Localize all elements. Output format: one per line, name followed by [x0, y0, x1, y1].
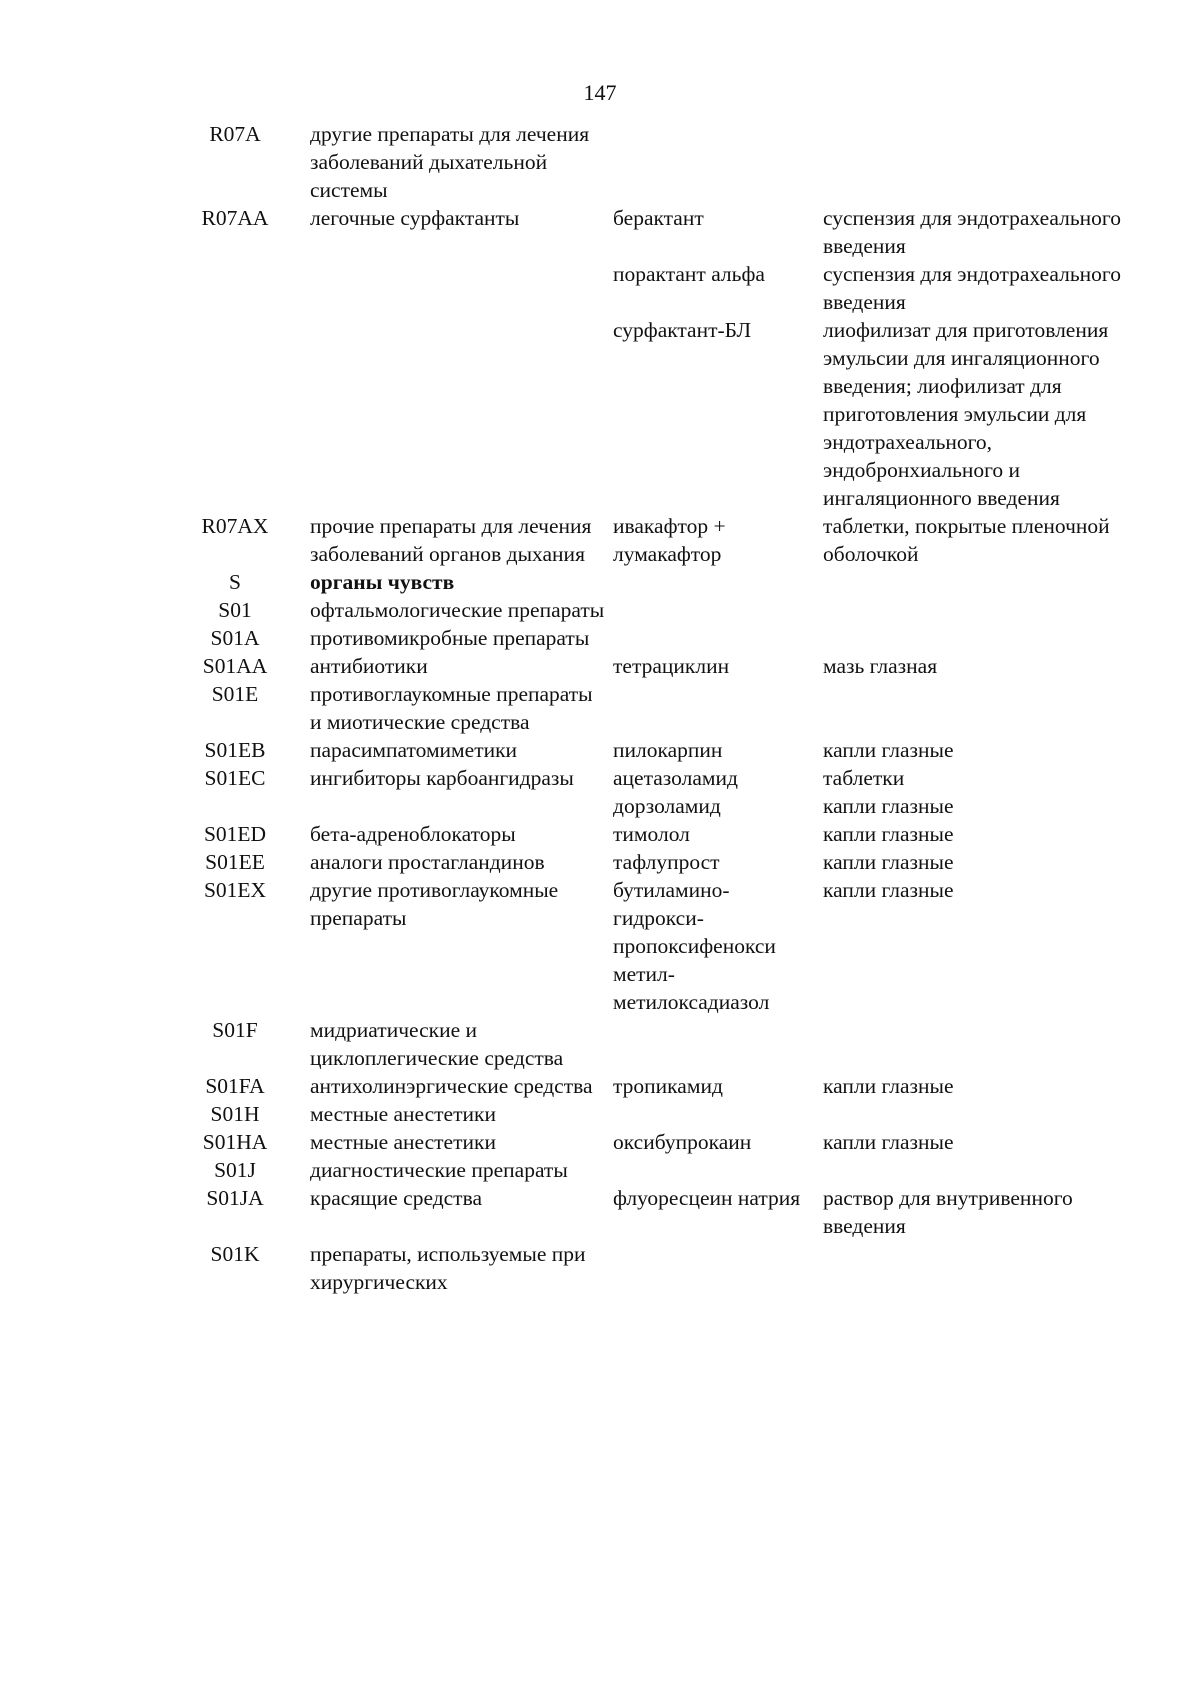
group-name: прочие препараты для лечения заболеваний органов дыхания: [310, 514, 592, 566]
atc-code: S01FA: [205, 1074, 265, 1098]
atc-code: S01AA: [202, 654, 268, 678]
table-row: [180, 624, 1123, 652]
dosage-form: [823, 624, 1123, 652]
drug-name-line: метилоксадиазол: [613, 990, 770, 1014]
dosage-form: [823, 596, 1123, 624]
dosage-form: [823, 568, 1123, 596]
group-name: местные анестетики: [310, 1130, 496, 1154]
table-row: [180, 764, 1123, 792]
atc-code: R07AA: [201, 206, 269, 230]
drug-name: [613, 1156, 823, 1184]
group-name: препараты, используемые при хирургических: [310, 1242, 586, 1294]
atc-code: S01K: [210, 1242, 260, 1266]
atc-code: S01: [218, 598, 252, 622]
table-row: [180, 680, 1123, 736]
group-name: другие препараты для лечения заболеваний дыхательной системы: [310, 122, 590, 202]
dosage-form: суспензия для эндотрахеального введения: [823, 262, 1121, 314]
group-name: [310, 792, 613, 820]
dosage-form: мазь глазная: [823, 654, 938, 678]
atc-code: S01EC: [204, 766, 266, 790]
drug-name-line: гидрокси-: [613, 906, 704, 930]
dosage-form: [823, 120, 1123, 204]
drug-name: [613, 596, 823, 624]
dosage-form: раствор для внутривенного введения: [823, 1186, 1073, 1238]
atc-code: S01EX: [203, 878, 267, 902]
drug-name: порактант альфа: [613, 262, 765, 286]
table-row: [180, 204, 1123, 260]
atc-code: S01JA: [206, 1186, 264, 1210]
drug-name: [613, 876, 823, 1016]
table-row: [180, 1128, 1123, 1156]
table-row: [180, 1184, 1123, 1240]
atc-code: S01E: [211, 682, 259, 706]
drug-name: [613, 624, 823, 652]
table-row: [180, 820, 1123, 848]
dosage-form: капли глазные: [823, 822, 954, 846]
dosage-form: [823, 1016, 1123, 1072]
group-name: красящие средства: [310, 1186, 482, 1210]
group-name: ингибиторы карбоангидразы: [310, 766, 574, 790]
group-name: противомикробные препараты: [310, 626, 590, 650]
drug-name: тимолол: [613, 822, 690, 846]
drug-name: [613, 1240, 823, 1296]
drug-name: [613, 568, 823, 596]
table-row: [180, 876, 1123, 1016]
atc-code: S01A: [210, 626, 260, 650]
dosage-form: [823, 1100, 1123, 1128]
table-row: [180, 120, 1123, 204]
group-name: офтальмологические препараты: [310, 598, 605, 622]
group-name: диагностические препараты: [310, 1158, 568, 1182]
table-row: [180, 596, 1123, 624]
group-name: местные анестетики: [310, 1102, 496, 1126]
atc-code: S: [229, 570, 241, 594]
table-row: [180, 1156, 1123, 1184]
group-name: мидриатические и циклоплегические средства: [310, 1018, 564, 1070]
dosage-form: таблетки, покрытые пленочной оболочкой: [823, 514, 1110, 566]
drug-name: оксибупрокаин: [613, 1130, 752, 1154]
drug-name: тропикамид: [613, 1074, 723, 1098]
table-row: [180, 260, 1123, 316]
dosage-form: капли глазные: [823, 738, 954, 762]
group-name: [310, 260, 613, 316]
dosage-form: капли глазные: [823, 1074, 954, 1098]
drug-name: [613, 1016, 823, 1072]
dosage-form: капли глазные: [823, 850, 954, 874]
drug-name-line: метил-: [613, 962, 675, 986]
table-row: [180, 1100, 1123, 1128]
group-name: аналоги простагландинов: [310, 850, 545, 874]
drug-name: [613, 680, 823, 736]
group-name: парасимпатомиметики: [310, 738, 518, 762]
atc-code: S01J: [214, 1158, 256, 1182]
dosage-form: [823, 680, 1123, 736]
group-name: бета-адреноблокаторы: [310, 822, 516, 846]
dosage-form: [823, 1240, 1123, 1296]
table-row: [180, 652, 1123, 680]
drug-name: [613, 120, 823, 204]
atc-code: S01EE: [205, 850, 265, 874]
atc-code: S01H: [210, 1102, 260, 1126]
drug-name: флуоресцеин натрия: [613, 1186, 801, 1210]
atc-code: [180, 260, 310, 316]
drug-name: [613, 1100, 823, 1128]
group-name: органы чувств: [310, 570, 455, 594]
drug-name: тетрациклин: [613, 654, 730, 678]
atc-code: S01F: [212, 1018, 258, 1042]
dosage-form: суспензия для эндотрахеального введения: [823, 206, 1121, 258]
table-row: [180, 568, 1123, 596]
dosage-form: капли глазные: [823, 1130, 954, 1154]
group-name: легочные сурфактанты: [310, 206, 520, 230]
drug-name: ивакафтор + лумакафтор: [613, 514, 726, 566]
drug-name: дорзоламид: [613, 794, 721, 818]
table-row: [180, 736, 1123, 764]
group-name: антибиотики: [310, 654, 428, 678]
drug-name: ацетазоламид: [613, 766, 738, 790]
group-name: другие противоглаукомные препараты: [310, 878, 559, 930]
table-row: [180, 316, 1123, 512]
dosage-form: [823, 1156, 1123, 1184]
table-row: [180, 848, 1123, 876]
dosage-form: капли глазные: [823, 878, 954, 902]
drug-name-line: бутиламино-: [613, 878, 730, 902]
dosage-form: таблетки: [823, 766, 905, 790]
atc-code: S01EB: [204, 738, 266, 762]
drug-name: сурфактант-БЛ: [613, 318, 752, 342]
table-row: [180, 1240, 1123, 1296]
group-name: [310, 316, 613, 512]
atc-code: [180, 792, 310, 820]
table-row: [180, 792, 1123, 820]
atc-code: R07AX: [201, 514, 269, 538]
atc-code: S01HA: [202, 1130, 268, 1154]
table-row: [180, 1072, 1123, 1100]
drug-name: берактант: [613, 206, 704, 230]
drug-name: пилокарпин: [613, 738, 723, 762]
drug-name-line: пропоксифенокси: [613, 934, 776, 958]
page-number: 147: [583, 80, 617, 105]
table-row: [180, 512, 1123, 568]
atc-code: R07A: [209, 122, 261, 146]
dosage-form: лиофилизат для приготовления эмульсии для ингаляционного введения; лиофилизат для приготовления эмульсии для эндотрахеального, эндобронхиального и ингаляционного введения: [823, 318, 1109, 510]
group-name: антихолинэргические средства: [310, 1074, 593, 1098]
atc-code: [180, 316, 310, 512]
table-row: [180, 1016, 1123, 1072]
group-name: противоглаукомные препараты и миотические средства: [310, 682, 593, 734]
dosage-form: капли глазные: [823, 794, 954, 818]
drug-name: тафлупрост: [613, 850, 720, 874]
atc-code: S01ED: [203, 822, 267, 846]
drug-table: [180, 120, 1123, 1296]
